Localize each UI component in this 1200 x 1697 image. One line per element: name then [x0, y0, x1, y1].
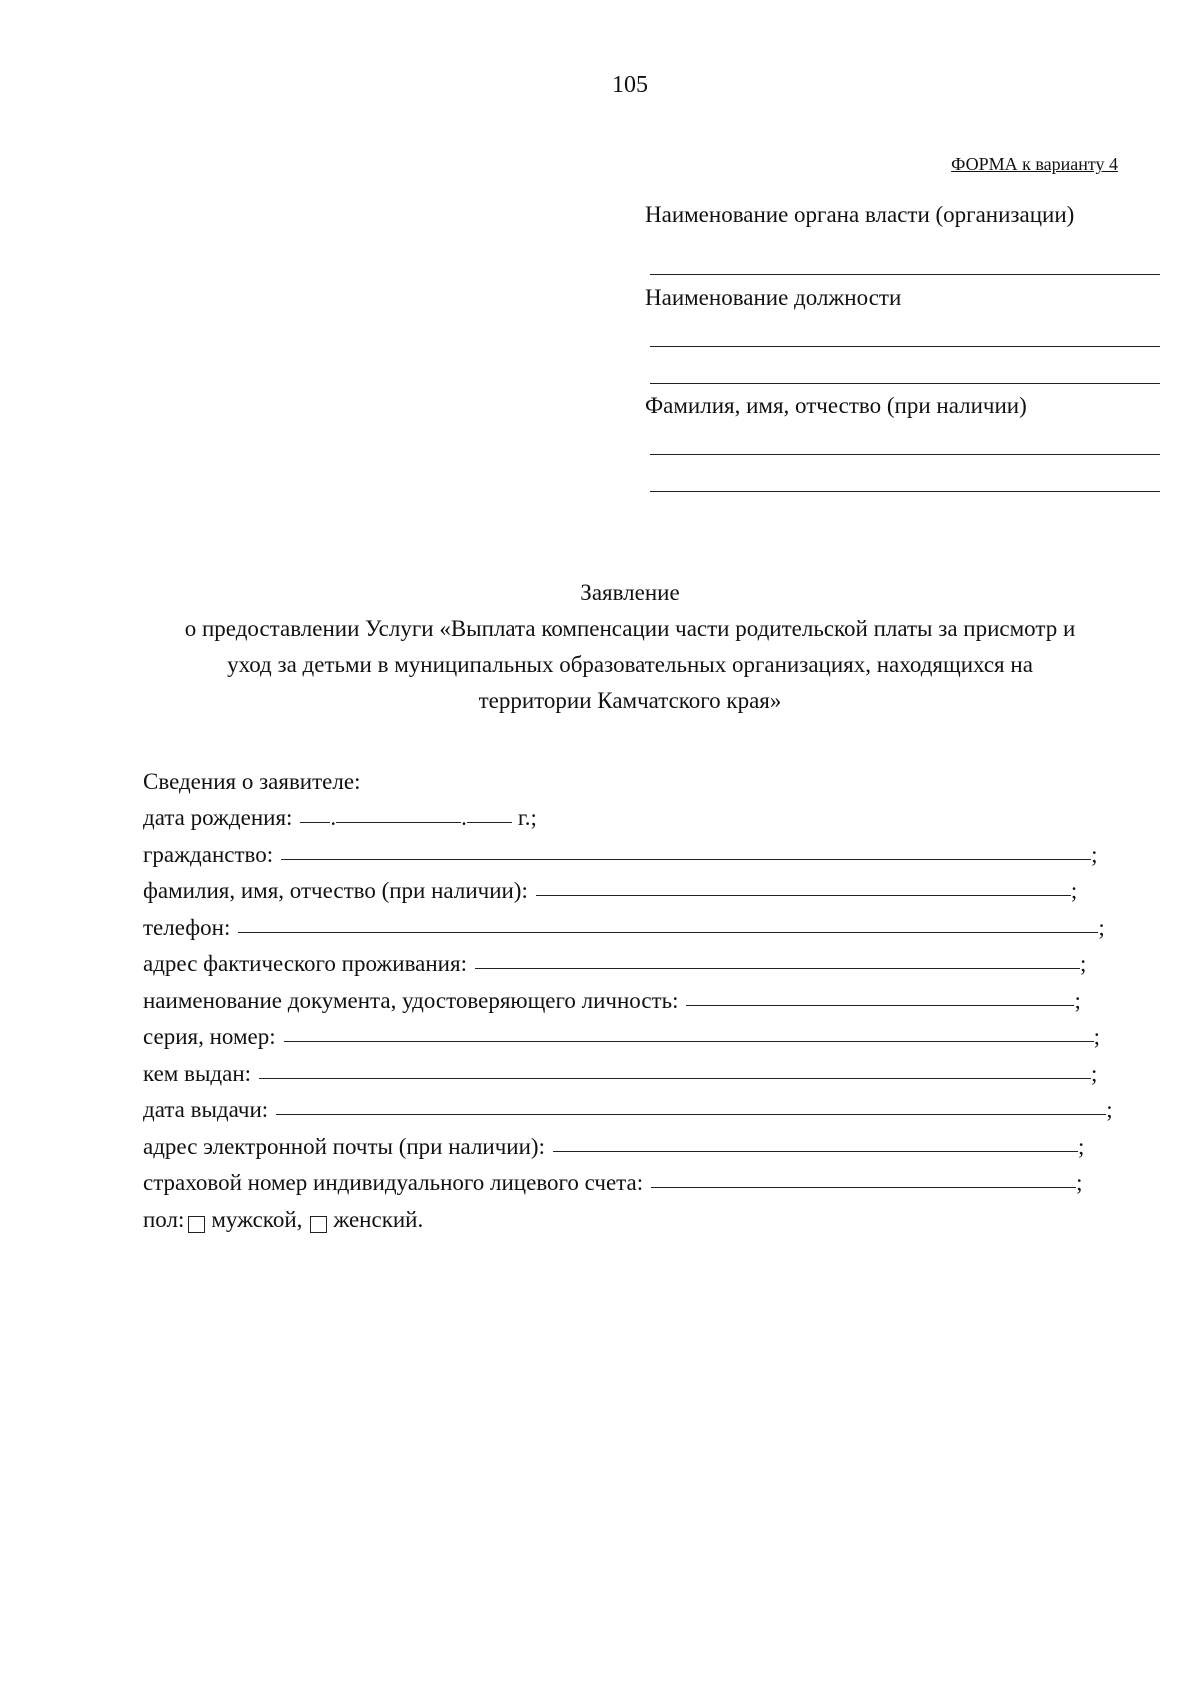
citizenship-end: ; [1091, 841, 1098, 867]
snils-row [143, 1160, 1123, 1197]
sex-row [143, 1196, 1123, 1233]
series-number-field[interactable] [284, 1019, 1094, 1042]
snils-label: страховой номер индивидуального лицевого счета: [143, 1170, 644, 1195]
issue-date-field[interactable] [276, 1092, 1106, 1115]
id-document-label: наименование документа, удостоверяющего личность: [143, 987, 679, 1013]
id-document-field[interactable] [686, 983, 1074, 1006]
birth-date-row: дата рождения: . . г.; [143, 795, 1123, 832]
address-end: ; [1079, 951, 1087, 976]
address-row [143, 941, 1123, 978]
email-end: ; [1077, 1133, 1085, 1159]
applicant-section-label: Сведения о заявителе: [143, 768, 361, 794]
email-row [143, 1123, 1123, 1160]
page-number: 105 [612, 72, 648, 98]
snils-end: ; [1076, 1170, 1083, 1195]
title-line-2: уход за детьми в муниципальных образовательных организациях, находящихся на [227, 652, 1033, 677]
title-line-1: о предоставлении Услуги «Выплата компенсации части родительской платы за присмотр и [184, 616, 1076, 641]
id-document-end: ; [1074, 987, 1081, 1013]
issue-date-row [143, 1087, 1123, 1124]
issue-date-label: дата выдачи: [143, 1097, 269, 1122]
id-document-row [143, 977, 1123, 1014]
series-number-row [143, 1014, 1123, 1051]
application-title [140, 575, 1120, 719]
organization-field[interactable] [650, 274, 1160, 275]
title-line-3: территории Камчатского края» [478, 688, 782, 713]
section-label-row [143, 758, 1123, 795]
position-label: Наименование должности [645, 285, 902, 310]
organization-label: Наименование органа власти (организации) [645, 202, 1075, 227]
phone-end: ; [1098, 914, 1105, 940]
name-field-1[interactable] [650, 454, 1160, 455]
email-label: адрес электронной почты (при наличии): [143, 1133, 545, 1159]
name-label: Фамилия, имя, отчество (при наличии) [645, 393, 1027, 418]
issued-by-field[interactable] [259, 1056, 1091, 1079]
birth-date-label: дата рождения: [143, 805, 293, 830]
birth-year-field[interactable] [467, 800, 512, 823]
position-field-2[interactable] [650, 383, 1160, 384]
name-field-2[interactable] [650, 491, 1160, 492]
position-field-1[interactable] [650, 346, 1160, 347]
birth-day-field[interactable] [300, 800, 330, 823]
address-label: адрес фактического проживания: [143, 951, 467, 976]
sex-label: пол: [143, 1206, 185, 1232]
sex-female-label: женский. [333, 1206, 424, 1232]
phone-field[interactable] [238, 910, 1098, 933]
issued-by-row [143, 1050, 1123, 1087]
citizenship-field[interactable] [281, 837, 1091, 860]
series-number-end: ; [1093, 1024, 1100, 1049]
series-number-label: серия, номер: [143, 1024, 276, 1049]
citizenship-row [143, 831, 1123, 868]
full-name-end: ; [1070, 878, 1078, 903]
issue-date-end: ; [1106, 1097, 1113, 1122]
full-name-label: фамилия, имя, отчество (при наличии): [143, 878, 528, 903]
full-name-row [143, 868, 1123, 905]
applicant-section [143, 758, 1123, 1233]
form-variant-label: ФОРМА к варианту 4 [951, 154, 1118, 174]
phone-label: телефон: [143, 914, 231, 940]
phone-row [143, 904, 1123, 941]
full-name-field[interactable] [536, 873, 1071, 896]
birth-year-suffix: г.; [517, 805, 537, 830]
address-field[interactable] [475, 946, 1080, 969]
sex-male-label: мужской, [211, 1206, 303, 1232]
sex-female-checkbox[interactable] [310, 1216, 327, 1233]
citizenship-label: гражданство: [143, 841, 274, 867]
sex-male-checkbox[interactable] [188, 1216, 205, 1233]
birth-month-field[interactable] [336, 800, 461, 823]
email-field[interactable] [553, 1129, 1078, 1152]
issued-by-label: кем выдан: [143, 1060, 252, 1086]
title-heading: Заявление [580, 580, 680, 605]
issued-by-end: ; [1091, 1060, 1098, 1086]
snils-field[interactable] [651, 1165, 1076, 1188]
